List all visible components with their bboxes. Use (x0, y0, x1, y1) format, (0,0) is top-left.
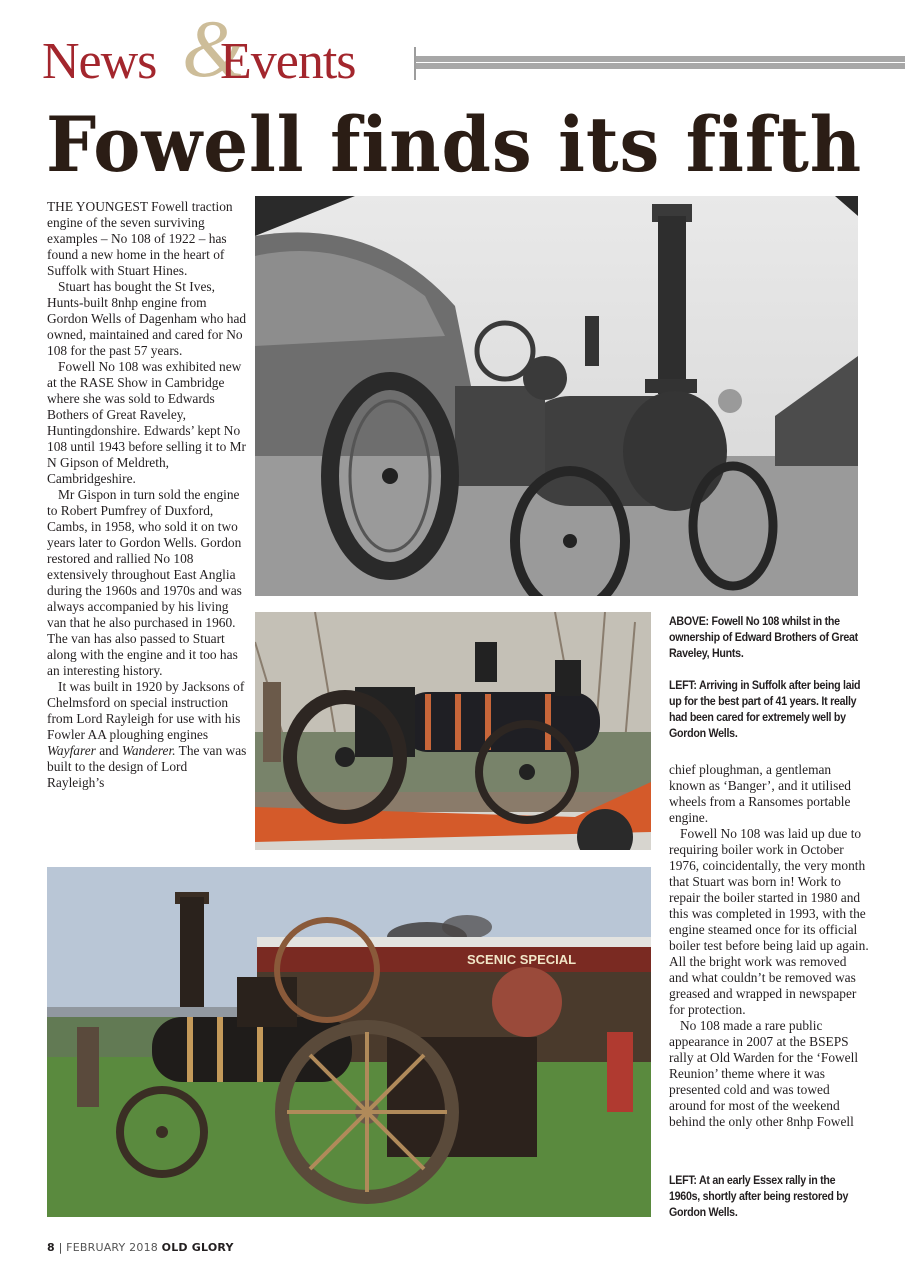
section-word-events: Events (220, 33, 356, 90)
section-word-news: News (42, 33, 157, 90)
engine-bw-illustration (255, 196, 858, 596)
article-headline: Fowell finds its fifth (46, 100, 863, 189)
body-paragraph: Mr Gispon in turn sold the engine to Robert Pumfrey of Duxford, Cambs, in 1958, who sold it on two years later to Gordon Wells. Gordon restored and rallied No 108 extensively throughout East Anglia during the 1960s and 1970s and was always accompanied by his living van that he also purchased in 1960. The van has also passed to Stuart along with the engine and it too has an interesting history. (47, 487, 242, 678)
body-paragraph: Fowell No 108 was laid up due to requiring boiler work in October 1976, coincidentally, the very month that Stuart was born in! Work to repair the boiler started in 1980 and this was completed in 1993, with the engine steamed once for its official boiler test before being laid up again. All the bright work was removed and what couldn’t be removed was greased and wrapped in newspaper for protection. (669, 826, 869, 1017)
caption-above-photo: ABOVE: Fowell No 108 whilst in the ownership of Edward Brothers of Great Raveley, Hunts. (669, 615, 858, 660)
scenic-special-sign: SCENIC SPECIAL (467, 952, 577, 967)
engine-rally-illustration (47, 867, 651, 1217)
body-paragraph: chief ploughman, a gentleman known as ‘Banger’, and it utilised wheels from a Ransomes portable engine. (669, 762, 851, 825)
text-run: and (95, 743, 122, 758)
page-number: 8 (47, 1241, 55, 1254)
section-ampersand: & (182, 3, 246, 94)
body-paragraph: No 108 made a rare public appearance in 2007 at the BSEPS rally at Old Warden for the ‘Fowell Reunion’ theme where it was presented cold and was towed around for most of the weekend behind the only other 8nhp Fowell (669, 1018, 859, 1129)
header-rule-bottom (416, 63, 905, 69)
body-paragraph: Stuart has bought the St Ives, Hunts-built 8nhp engine from Gordon Wells of Dagenham who had owned, maintained and cared for No 108 for the past 57 years. (47, 279, 247, 358)
issue-date: FEBRUARY 2018 (66, 1241, 158, 1254)
caption-rally-photo: LEFT: At an early Essex rally in the 1960s, shortly after being restored by Gordon Wells. (669, 1174, 849, 1219)
section-masthead (42, 3, 402, 94)
body-column-left (47, 199, 247, 791)
engine-trailer-illustration (255, 612, 651, 850)
page-footer (47, 1241, 234, 1254)
engine-name-wayfarer: Wayfarer (47, 743, 96, 758)
text-run: It was built in 1920 by Jacksons of Chelmsford on special instruction from Lord Rayleigh for use with his Fowler AA ploughing engines (47, 679, 245, 742)
engine-name-wanderer: Wanderer. (121, 743, 176, 758)
body-paragraph: THE YOUNGEST Fowell traction engine of the seven surviving examples – No 108 of 1922 – has found a new home in the heart of Suffolk with Stuart Hines. (47, 199, 233, 278)
photo-essex-rally (47, 867, 651, 1217)
body-paragraph (47, 679, 247, 791)
caption-trailer-photo: LEFT: Arriving in Suffolk after being laid up for the best part of 41 years. It really had been cared for extremely well by Gordon Wells. (669, 679, 861, 740)
footer-separator: | (58, 1241, 63, 1254)
text-run: The van was built to the design of Lord Rayleigh’s (47, 743, 247, 790)
body-column-right (669, 762, 869, 1130)
photo-black-white-engine (255, 196, 858, 596)
magazine-name: OLD GLORY (161, 1241, 234, 1254)
body-paragraph: Fowell No 108 was exhibited new at the RASE Show in Cambridge where she was sold to Edwards Bothers of Great Raveley, Huntingdonshire. Edwards’ kept No 108 until 1943 before selling it to Mr N Gipson of Meldreth, Cambridgeshire. (47, 359, 246, 486)
header-rule-top (416, 56, 905, 62)
photo-engine-on-trailer (255, 612, 651, 850)
